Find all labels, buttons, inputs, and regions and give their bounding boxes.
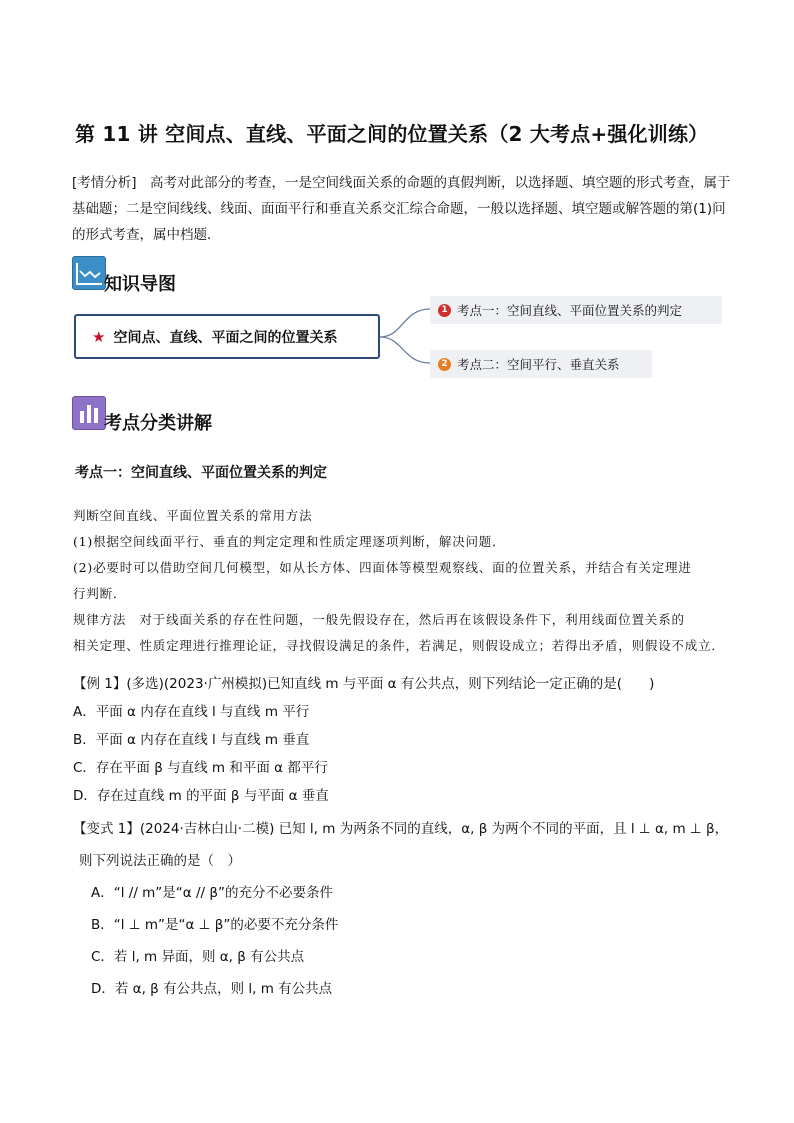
option-d: D．若 α, β 有公共点，则 l, m 有公共点 — [91, 981, 333, 997]
option-a: A．平面 α 内存在直线 l 与直线 m 平行 — [73, 704, 310, 720]
method-line: 行判断． — [73, 586, 127, 601]
option-c: C．存在平面 β 与直线 m 和平面 α 都平行 — [73, 760, 328, 776]
analysis-label: [考情分析] — [72, 175, 137, 191]
number-badge-1: 1 — [438, 304, 451, 317]
option-b: B．“l ⊥ m”是“α ⊥ β”的必要不充分条件 — [91, 917, 339, 933]
mindmap-node-topic1[interactable] — [430, 296, 722, 324]
section-heading-topics: 考点分类讲解 — [104, 413, 212, 434]
mindmap-node-label: 考点二：空间平行、垂直关系 — [457, 357, 620, 372]
number-badge-2: 2 — [438, 358, 451, 371]
method-line: 判断空间直线、平面位置关系的常用方法 — [73, 508, 313, 523]
mindmap-root-label: 空间点、直线、平面之间的位置关系 — [113, 329, 338, 346]
method-line: (1)根据空间线面平行、垂直的判定定理和性质定理逐项判断，解决问题． — [73, 534, 506, 549]
variant-stem-line1: 【变式 1】(2024·吉林白山·二模) 已知 l, m 为两条不同的直线，α, β 为两个不同的平面，且 l ⊥ α, m ⊥ β， — [73, 821, 729, 837]
option-c: C．若 l, m 异面，则 α, β 有公共点 — [91, 949, 305, 965]
section-heading-knowledge-map: 知识导图 — [104, 274, 176, 295]
option-a: A．“l // m”是“α // β”的充分不必要条件 — [91, 885, 333, 901]
topic1-heading: 考点一：空间直线、平面位置关系的判定 — [75, 465, 327, 481]
analysis-text: 高考对此部分的考查，一是空间线面关系的命题的真假判断，以选择题、填空题的形式考查，属于基础题；二是空间线线、线面、面面平行和垂直关系交汇综合命题，一般以选择题、填空题或解答题的第(1)问的形式考查，属中档题． — [72, 175, 731, 243]
mindmap-node-label: 考点一：空间直线、平面位置关系的判定 — [457, 303, 683, 318]
example-stem: 【例 1】(多选)(2023·广州模拟)已知直线 m 与平面 α 有公共点，则下列结论一定正确的是( ) — [73, 676, 655, 692]
star-icon: ★ — [92, 327, 106, 346]
method-notes — [73, 503, 753, 659]
option-b: B．平面 α 内存在直线 l 与直线 m 垂直 — [73, 732, 310, 748]
variant-stem-line2: 则下列说法正确的是（ ） — [79, 853, 241, 869]
mindmap-node-topic2[interactable] — [430, 350, 652, 378]
example-1 — [73, 670, 753, 810]
page-title: 第 11 讲 空间点、直线、平面之间的位置关系（2 大考点+强化训练） — [75, 122, 709, 146]
bar-chart-icon — [72, 396, 106, 430]
line-chart-icon — [72, 256, 106, 290]
option-d: D．存在过直线 m 的平面 β 与平面 α 垂直 — [73, 788, 329, 804]
mindmap-root[interactable] — [74, 314, 380, 359]
method-line: 规律方法 对于线面关系的存在性问题，一般先假设存在，然后再在该假设条件下，利用线面位置关系的 — [73, 612, 685, 627]
mindmap-connectors — [378, 300, 438, 380]
method-line: 相关定理、性质定理进行推理论证，寻找假设满足的条件，若满足，则假设成立；若得出矛盾，则假设不成立． — [73, 638, 725, 653]
exam-analysis — [72, 170, 732, 248]
variant-1 — [73, 813, 763, 1005]
method-line: (2)必要时可以借助空间几何模型，如从长方体、四面体等模型观察线、面的位置关系，并结合有关定理进 — [73, 560, 692, 575]
